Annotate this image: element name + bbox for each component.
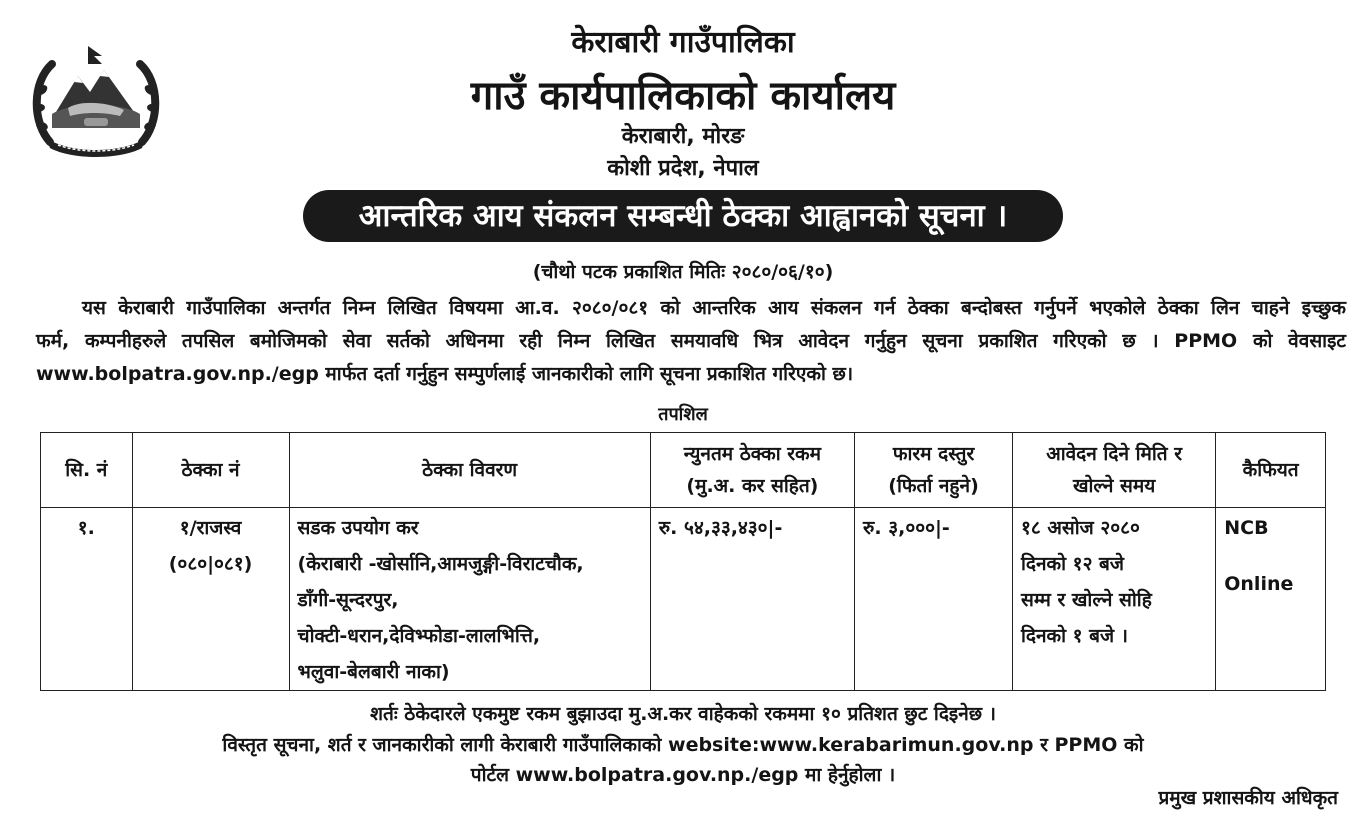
intro-line-1: यस केराबारी गाउँपालिका अन्तर्गत निम्न लिखित विषयमा आ.व. २०८०/०८१ को आन्तरिक आय संकलन गर्न ठेक्का बन्दोबस्त गर्नुपर्ने भएकोले ठेक्का लिन चाहने इच्छुक — [82, 297, 1346, 319]
header-min-amount-line-2: (मु.अ. कर सहित) — [686, 475, 819, 497]
notice-title-banner: आन्तरिक आय संकलन सम्बन्धी ठेक्का आह्वानको सूचना । — [303, 190, 1063, 242]
header-form-fee-line-2: (फिर्ता नहुने) — [888, 475, 979, 497]
cell-contract-no — [132, 508, 289, 691]
description-title: सडक उपयोग कर — [297, 517, 419, 539]
municipality-name: केराबारी गाउँपालिका — [571, 25, 795, 60]
header-contract-no: ठेक्का नं — [132, 433, 289, 508]
date-line-1: १८ असोज २०८० — [1021, 517, 1140, 539]
description-line-2: डाँगी-सून्दरपुर, — [297, 589, 399, 611]
footer-info-line-2: पोर्टल www.bolpatra.gov.np./egp मा हेर्नुहोला । — [470, 764, 896, 786]
header-form-fee — [855, 433, 1013, 508]
header-min-amount — [650, 433, 854, 508]
contract-no-line-1: १/राजस्व — [179, 517, 242, 539]
date-line-2: दिनको १२ बजे — [1021, 553, 1125, 575]
table-row — [41, 508, 1326, 691]
header-date-line-2: खोल्ने समय — [1072, 475, 1156, 497]
office-name: गाउँ कार्यपालिकाको कार्यालय — [470, 73, 896, 119]
cell-form-fee: रु. ३,०००|- — [855, 508, 1013, 691]
table-heading: तपशिल — [658, 404, 708, 425]
description-line-3: चोक्टी-धरान,देविभ्फोडा-लालभित्ति, — [297, 625, 541, 647]
contract-no-line-2: (०८०|०८१) — [168, 553, 253, 575]
header-date-line-1: आवेदन दिने मिति र — [1046, 443, 1183, 465]
intro-paragraph — [36, 292, 1346, 391]
published-note: (चौथो पटक प्रकाशित मितिः २०८०/०६/१०) — [532, 261, 834, 283]
description-line-4: भलुवा-बेलबारी नाका) — [297, 661, 450, 683]
signature: प्रमुख प्रशासकीय अधिकृत — [1158, 787, 1338, 809]
footer-info — [0, 730, 1366, 790]
cell-remarks — [1216, 508, 1326, 691]
header-min-amount-line-1: न्युनतम ठेक्का रकम — [683, 443, 822, 465]
address-line-1: केराबारी, मोरङ — [621, 124, 745, 149]
cell-date — [1013, 508, 1216, 691]
remark-line-1: NCB — [1224, 517, 1269, 539]
intro-line-2: फर्म, कम्पनीहरुले तपसिल बमोजिमको सेवा सर्तको अधिनमा रही निम्न लिखित समयावधि भित्र आवेदन गर्नुहुन सूचना प्रकाशित गरिएको छ । PPMO को वेवसाइट — [36, 330, 1346, 352]
footer-condition: शर्तः ठेकेदारले एकमुष्ट रकम बुझाउदा मु.अ.कर वाहेकको रकममा १० प्रतिशत छुट दिइनेछ । — [370, 703, 996, 725]
header-remarks: कैफियत — [1216, 433, 1326, 508]
header-sn: सि. नं — [41, 433, 133, 508]
header-description: ठेक्का विवरण — [289, 433, 650, 508]
cell-sn: १. — [41, 508, 133, 691]
tender-table — [40, 432, 1326, 691]
cell-min-amount: रु. ५४,३३,४३०|- — [650, 508, 854, 691]
description-line-1: (केराबारी -खोर्सानि,आमजुङ्गी-विराटचौक, — [297, 553, 584, 575]
date-line-4: दिनको १ बजे । — [1021, 625, 1128, 647]
header-form-fee-line-1: फारम दस्तुर — [892, 443, 975, 465]
date-line-3: सम्म र खोल्ने सोहि — [1021, 589, 1152, 611]
cell-description — [289, 508, 650, 691]
footer-info-line-1: विस्तृत सूचना, शर्त र जानकारीको लागी केराबारी गाउँपालिकाको website:www.kerabarimun.gov.np र PPMO को — [222, 734, 1144, 756]
table-header-row — [41, 433, 1326, 508]
address-line-2: कोशी प्रदेश, नेपाल — [607, 156, 759, 181]
remark-line-2: Online — [1224, 573, 1294, 595]
intro-line-3: www.bolpatra.gov.np./egp मार्फत दर्ता गर्नुहुन सम्पुर्णलाई जानकारीको लागि सूचना प्रकाशित गरिएको छ। — [36, 363, 854, 385]
header-date — [1013, 433, 1216, 508]
